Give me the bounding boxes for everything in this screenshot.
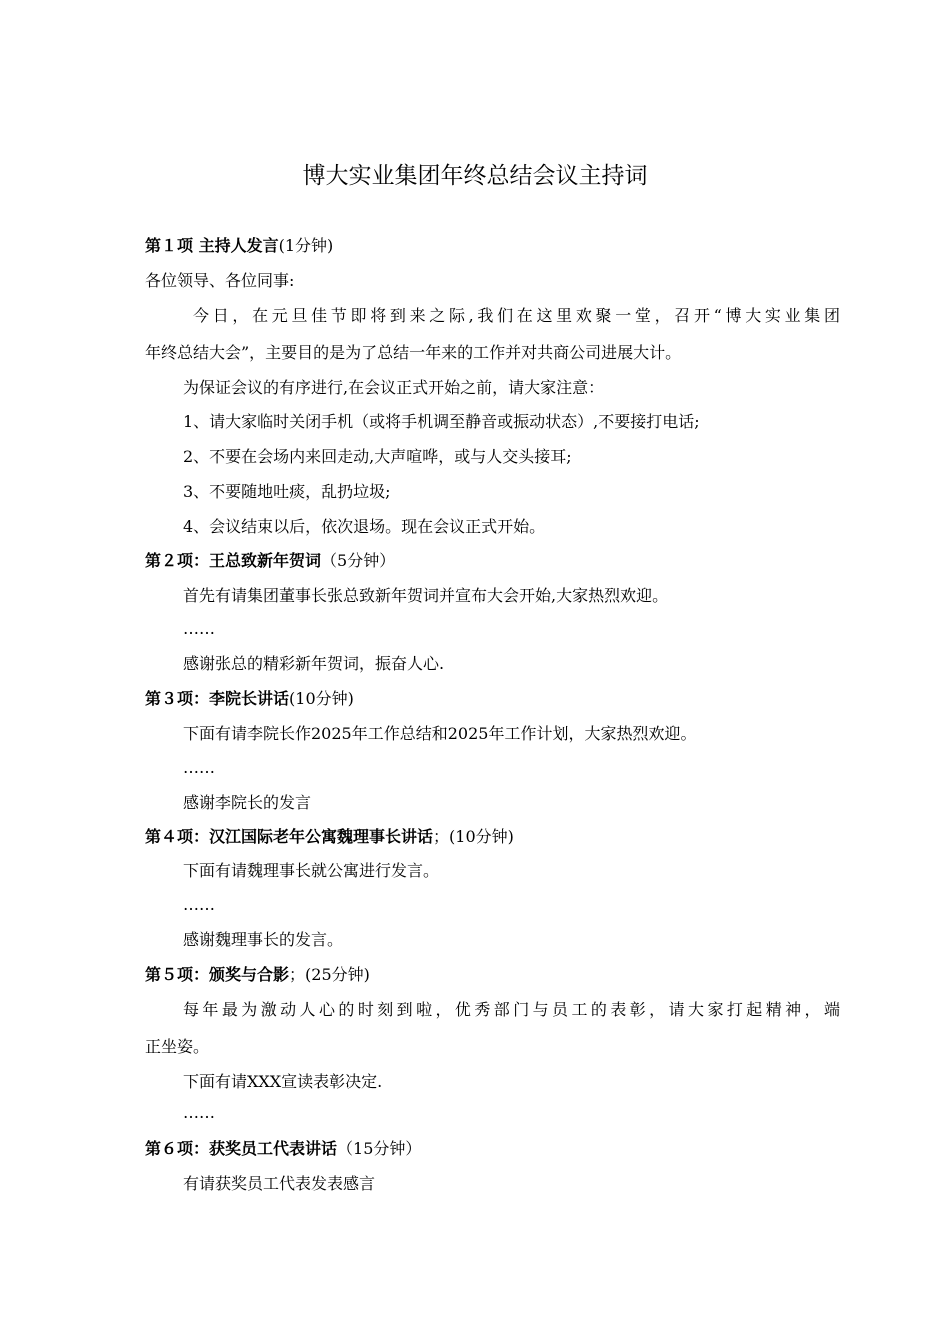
section-6-title: 第６项：获奖员工代表讲话 xyxy=(145,1139,338,1158)
section-2-paragraph-2: 感谢张总的精彩新年贺词，振奋人心. xyxy=(183,654,445,673)
section-4-heading xyxy=(145,820,840,854)
section-2-paragraph-1: 首先有请集团董事长张总致新年贺词并宣布大会开始,大家热烈欢迎。 xyxy=(183,586,669,605)
section-3-paragraph-2: 感谢李院长的发言 xyxy=(183,793,312,812)
section-2-duration: （5分钟） xyxy=(321,551,396,570)
section-5-paragraph-2: 下面有请XXX宣读表彰决定. xyxy=(183,1072,383,1091)
section-3-ellipsis: …… xyxy=(183,758,215,777)
greeting-line: 各位领导、各位同事: xyxy=(145,271,295,290)
section-1-heading xyxy=(145,229,840,263)
section-4-ellipsis: …… xyxy=(183,895,215,914)
section-5-paragraph-1-line-2: 正坐姿。 xyxy=(145,1037,210,1056)
section-5-paragraph-1-line-1: 每年最为激动人心的时刻到啦，优秀部门与员工的表彰，请大家打起精神，端 xyxy=(183,1000,840,1019)
section-5-duration: ；(25分钟) xyxy=(289,965,370,984)
section-5-heading xyxy=(145,958,840,992)
opening-paragraph-line-1: 今日，在元旦佳节即将到来之际,我们在这里欢聚一堂，召开“博大实业集团 xyxy=(193,306,840,325)
section-2-ellipsis: …… xyxy=(183,619,215,638)
section-4-duration: ；(10分钟) xyxy=(433,827,514,846)
section-5-title: 第５项：颁奖与合影 xyxy=(145,965,290,984)
section-6-heading xyxy=(145,1132,840,1166)
section-3-duration: (10分钟) xyxy=(289,689,354,708)
notice-item-3: 3、不要随地吐痰，乱扔垃圾; xyxy=(183,482,391,501)
opening-paragraph-line-2: 年终总结大会”，主要目的是为了总结一年来的工作并对共商公司进展大计。 xyxy=(145,343,682,362)
section-3-title: 第３项：李院长讲话 xyxy=(145,689,290,708)
notice-item-1: 1、请大家临时关闭手机（或将手机调至静音或振动状态）,不要接打电话; xyxy=(183,412,700,431)
notice-item-2: 2、不要在会场内来回走动,大声喧哗，或与人交头接耳; xyxy=(183,447,572,466)
section-2-heading xyxy=(145,544,840,578)
section-3-paragraph-1: 下面有请李院长作2025年工作总结和2025年工作计划，大家热烈欢迎。 xyxy=(183,724,697,743)
notice-item-4: 4、会议结束以后，依次退场。现在会议正式开始。 xyxy=(183,517,546,536)
section-2-title: 第２项：王总致新年贺词 xyxy=(145,551,322,570)
section-4-title: 第４项：汉江国际老年公寓魏理事长讲话 xyxy=(145,827,434,846)
section-6-duration: （15分钟） xyxy=(337,1139,422,1158)
document-title: 博大实业集团年终总结会议主持词 xyxy=(302,163,648,189)
section-5-ellipsis: …… xyxy=(183,1103,215,1122)
notice-intro: 为保证会议的有序进行,在会议正式开始之前，请大家注意： xyxy=(183,378,605,397)
section-3-heading xyxy=(145,682,840,716)
section-4-paragraph-2: 感谢魏理事长的发言。 xyxy=(183,930,344,949)
section-1-duration: (1分钟) xyxy=(278,236,334,255)
section-1-title: 第１项 主持人发言 xyxy=(145,236,279,255)
section-4-paragraph-1: 下面有请魏理事长就公寓进行发言。 xyxy=(183,861,440,880)
section-6-paragraph-1: 有请获奖员工代表发表感言 xyxy=(183,1174,376,1193)
